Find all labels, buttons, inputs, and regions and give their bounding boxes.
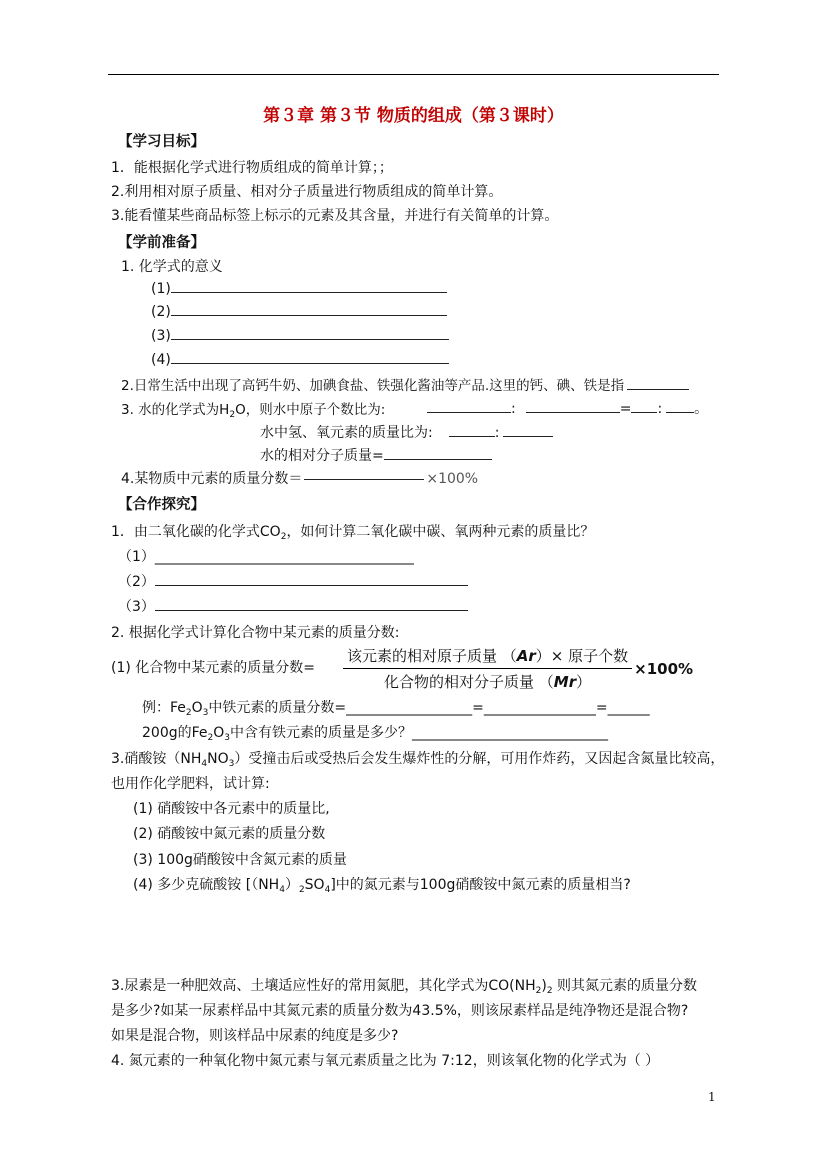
subscript: 2 xyxy=(185,708,192,718)
question-3-part-2: (2) 硝酸铵中氮元素的质量分数 xyxy=(133,826,326,842)
ar-symbol: Ar xyxy=(516,647,536,665)
prep-item-4 xyxy=(121,468,478,488)
question-1 xyxy=(111,521,594,542)
question-3-text: ） xyxy=(284,877,299,893)
ratio-colon: : xyxy=(494,425,500,441)
percent-factor: ×100% xyxy=(634,659,694,678)
page-title: 第３章 第３节 物质的组成（第３课时） xyxy=(263,106,564,126)
formula-denominator xyxy=(343,669,632,692)
answer-line xyxy=(526,399,620,413)
question-1-blank-3 xyxy=(118,596,468,616)
answer-line xyxy=(631,399,657,413)
prep-blank-3 xyxy=(151,326,449,344)
answer-line xyxy=(155,572,468,586)
answer-line xyxy=(503,423,553,437)
question-4-line-3: 如果是混合物，则该样品中尿素的纯度是多少? xyxy=(111,1028,399,1044)
fraction-line xyxy=(304,479,424,480)
formula-numerator xyxy=(343,645,632,669)
answer-line xyxy=(427,399,511,413)
answer-line xyxy=(171,350,449,364)
subscript: 3 xyxy=(228,759,235,769)
answer-line xyxy=(627,376,689,390)
example-text: 中含有铁元素的质量是多少？____________________________ xyxy=(230,725,609,741)
question-1-blank-1: （1）_____________________________________ xyxy=(118,549,414,565)
example-text: O xyxy=(191,700,203,716)
prep-blank-1 xyxy=(151,279,447,297)
answer-line xyxy=(384,446,492,460)
formula-fraction xyxy=(343,645,632,692)
section-cooperative-inquiry: 【合作探究】 xyxy=(118,497,205,513)
numerator-text: 该元素的相对原子质量 （ xyxy=(347,647,517,665)
subscript: 3 xyxy=(224,733,231,743)
subscript: 4 xyxy=(201,759,208,769)
prep-item-2 xyxy=(121,374,689,394)
answer-line xyxy=(155,597,468,611)
blank-label: (2) xyxy=(151,304,171,320)
prep-item-1: 1. 化学式的意义 xyxy=(121,259,223,275)
water-molecular-mass-label: 水的相对分子质量= xyxy=(260,448,384,464)
water-mass-ratio xyxy=(260,422,553,442)
question-3-line-1 xyxy=(111,748,724,769)
subscript: 2 xyxy=(546,986,553,996)
example-text: O xyxy=(213,725,225,741)
goal-2: 2.利用相对原子质量、相对分子质量进行物质组成的简单计算。 xyxy=(111,184,503,200)
subscript: 2 xyxy=(535,986,542,996)
blank-label: （2） xyxy=(118,574,155,590)
question-3-text: ]中的氮元素与100g硝酸铵中氮元素的质量相当? xyxy=(330,877,631,893)
section-preparation: 【学前准备】 xyxy=(118,235,205,251)
question-1-blank-2 xyxy=(118,571,468,591)
question-4-line-1 xyxy=(111,975,697,996)
prep-blank-4 xyxy=(151,350,449,368)
answer-line xyxy=(171,326,449,340)
period: 。 xyxy=(694,401,709,417)
prep-item-3-text: 3. 水的化学式为H xyxy=(121,402,230,418)
answer-line xyxy=(666,399,694,413)
subscript: 4 xyxy=(324,885,331,895)
question-2: 2. 根据化学式计算化合物中某元素的质量分数: xyxy=(111,625,400,641)
question-3-text: ）受撞击后或受热后会发生爆炸性的分解，可用作炸药，又因起含氮量比较高， xyxy=(234,751,725,767)
prep-item-2-text: 2.日常生活中出现了高钙牛奶、加碘食盐、铁强化酱油等产品.这里的钙、碘、铁是指 xyxy=(121,378,625,394)
example-2 xyxy=(142,722,608,743)
question-3-text: (4) 多少克硫酸铵 [（NH xyxy=(133,877,280,893)
question-3-part-1: (1) 硝酸铵中各元素中的质量比, xyxy=(133,801,330,817)
question-5: 4. 氮元素的一种氧化物中氮元素与氧元素质量之比为 7:12，则该氧化物的化学式为（ ） xyxy=(111,1053,660,1069)
section-learning-goals: 【学习目标】 xyxy=(118,134,205,150)
page-number: 1 xyxy=(708,1090,716,1104)
equals-sign: = xyxy=(619,401,632,417)
formula-label: (1) 化合物中某元素的质量分数= xyxy=(111,660,316,676)
question-4-line-2: 是多少?如某一尿素样品中其氮元素的质量分数为43.5%，则该尿素样品是纯净物还是混合物? xyxy=(111,1003,689,1019)
question-4-text: ) xyxy=(541,978,547,994)
blank-label: (4) xyxy=(151,352,171,368)
subscript: 2 xyxy=(207,733,214,743)
blank-label: （3） xyxy=(118,599,155,615)
denominator-text: ） xyxy=(576,673,592,691)
prep-item-4-text: 4.某物质中元素的质量分数＝ xyxy=(121,471,303,487)
subscript: 2 xyxy=(280,532,287,542)
prep-blank-2 xyxy=(151,302,447,320)
numerator-text: ）× 原子个数 xyxy=(535,647,629,665)
goal-3: 3.能看懂某些商品标签上标示的元素及其含量，并进行有关简单的计算。 xyxy=(111,208,559,224)
answer-line xyxy=(449,423,495,437)
answer-line xyxy=(171,279,447,293)
mass-fraction-formula xyxy=(343,645,693,692)
prep-item-3 xyxy=(121,398,385,420)
denominator-text: 化合物的相对分子质量 （ xyxy=(384,673,554,691)
water-molecular-mass xyxy=(260,445,492,465)
header-rule xyxy=(108,74,719,75)
question-3-part-4 xyxy=(133,874,631,895)
question-3-text: SO xyxy=(304,877,325,893)
ratio-colon: : xyxy=(657,401,663,417)
example-1 xyxy=(142,697,650,718)
question-3-part-3: (3) 100g硝酸铵中含氮元素的质量 xyxy=(133,852,347,868)
water-atom-ratio xyxy=(427,398,708,418)
question-3-text: 3.硝酸铵（NH xyxy=(111,751,202,767)
subscript: 3 xyxy=(202,708,209,718)
example-text: 例：Fe xyxy=(142,700,186,716)
example-text: 200g的Fe xyxy=(142,725,208,741)
percent-factor: ×100% xyxy=(426,471,479,487)
goal-1: 1．能根据化学式进行物质组成的简单计算；； xyxy=(111,160,393,176)
question-1-text: 1．由二氧化碳的化学式CO xyxy=(111,524,281,540)
subscript: 2 xyxy=(298,885,305,895)
mr-symbol: Mr xyxy=(553,673,577,691)
subscript: 2 xyxy=(229,410,236,420)
question-4-text: 则其氮元素的质量分数 xyxy=(552,978,698,994)
subscript: 4 xyxy=(279,885,285,895)
question-3-line-2: 也用作化学肥料，试计算: xyxy=(111,776,270,792)
example-text: 中铁元素的质量分数=__________________=________________=______ xyxy=(208,700,650,716)
question-3-text: NO xyxy=(207,751,229,767)
blank-label: (1) xyxy=(151,281,171,297)
prep-item-3-text: O，则水中原子个数比为: xyxy=(235,402,386,418)
question-4-text: 3.尿素是一种肥效高、土壤适应性好的常用氮肥，其化学式为CO(NH xyxy=(111,978,536,994)
answer-line xyxy=(171,302,447,316)
blank-label: (3) xyxy=(151,328,171,344)
question-1-text: ，如何计算二氧化碳中碳、氧两种元素的质量比？ xyxy=(286,524,595,540)
water-mass-ratio-label: 水中氢、氧元素的质量比为: xyxy=(260,425,433,441)
ratio-colon: : xyxy=(511,401,516,417)
